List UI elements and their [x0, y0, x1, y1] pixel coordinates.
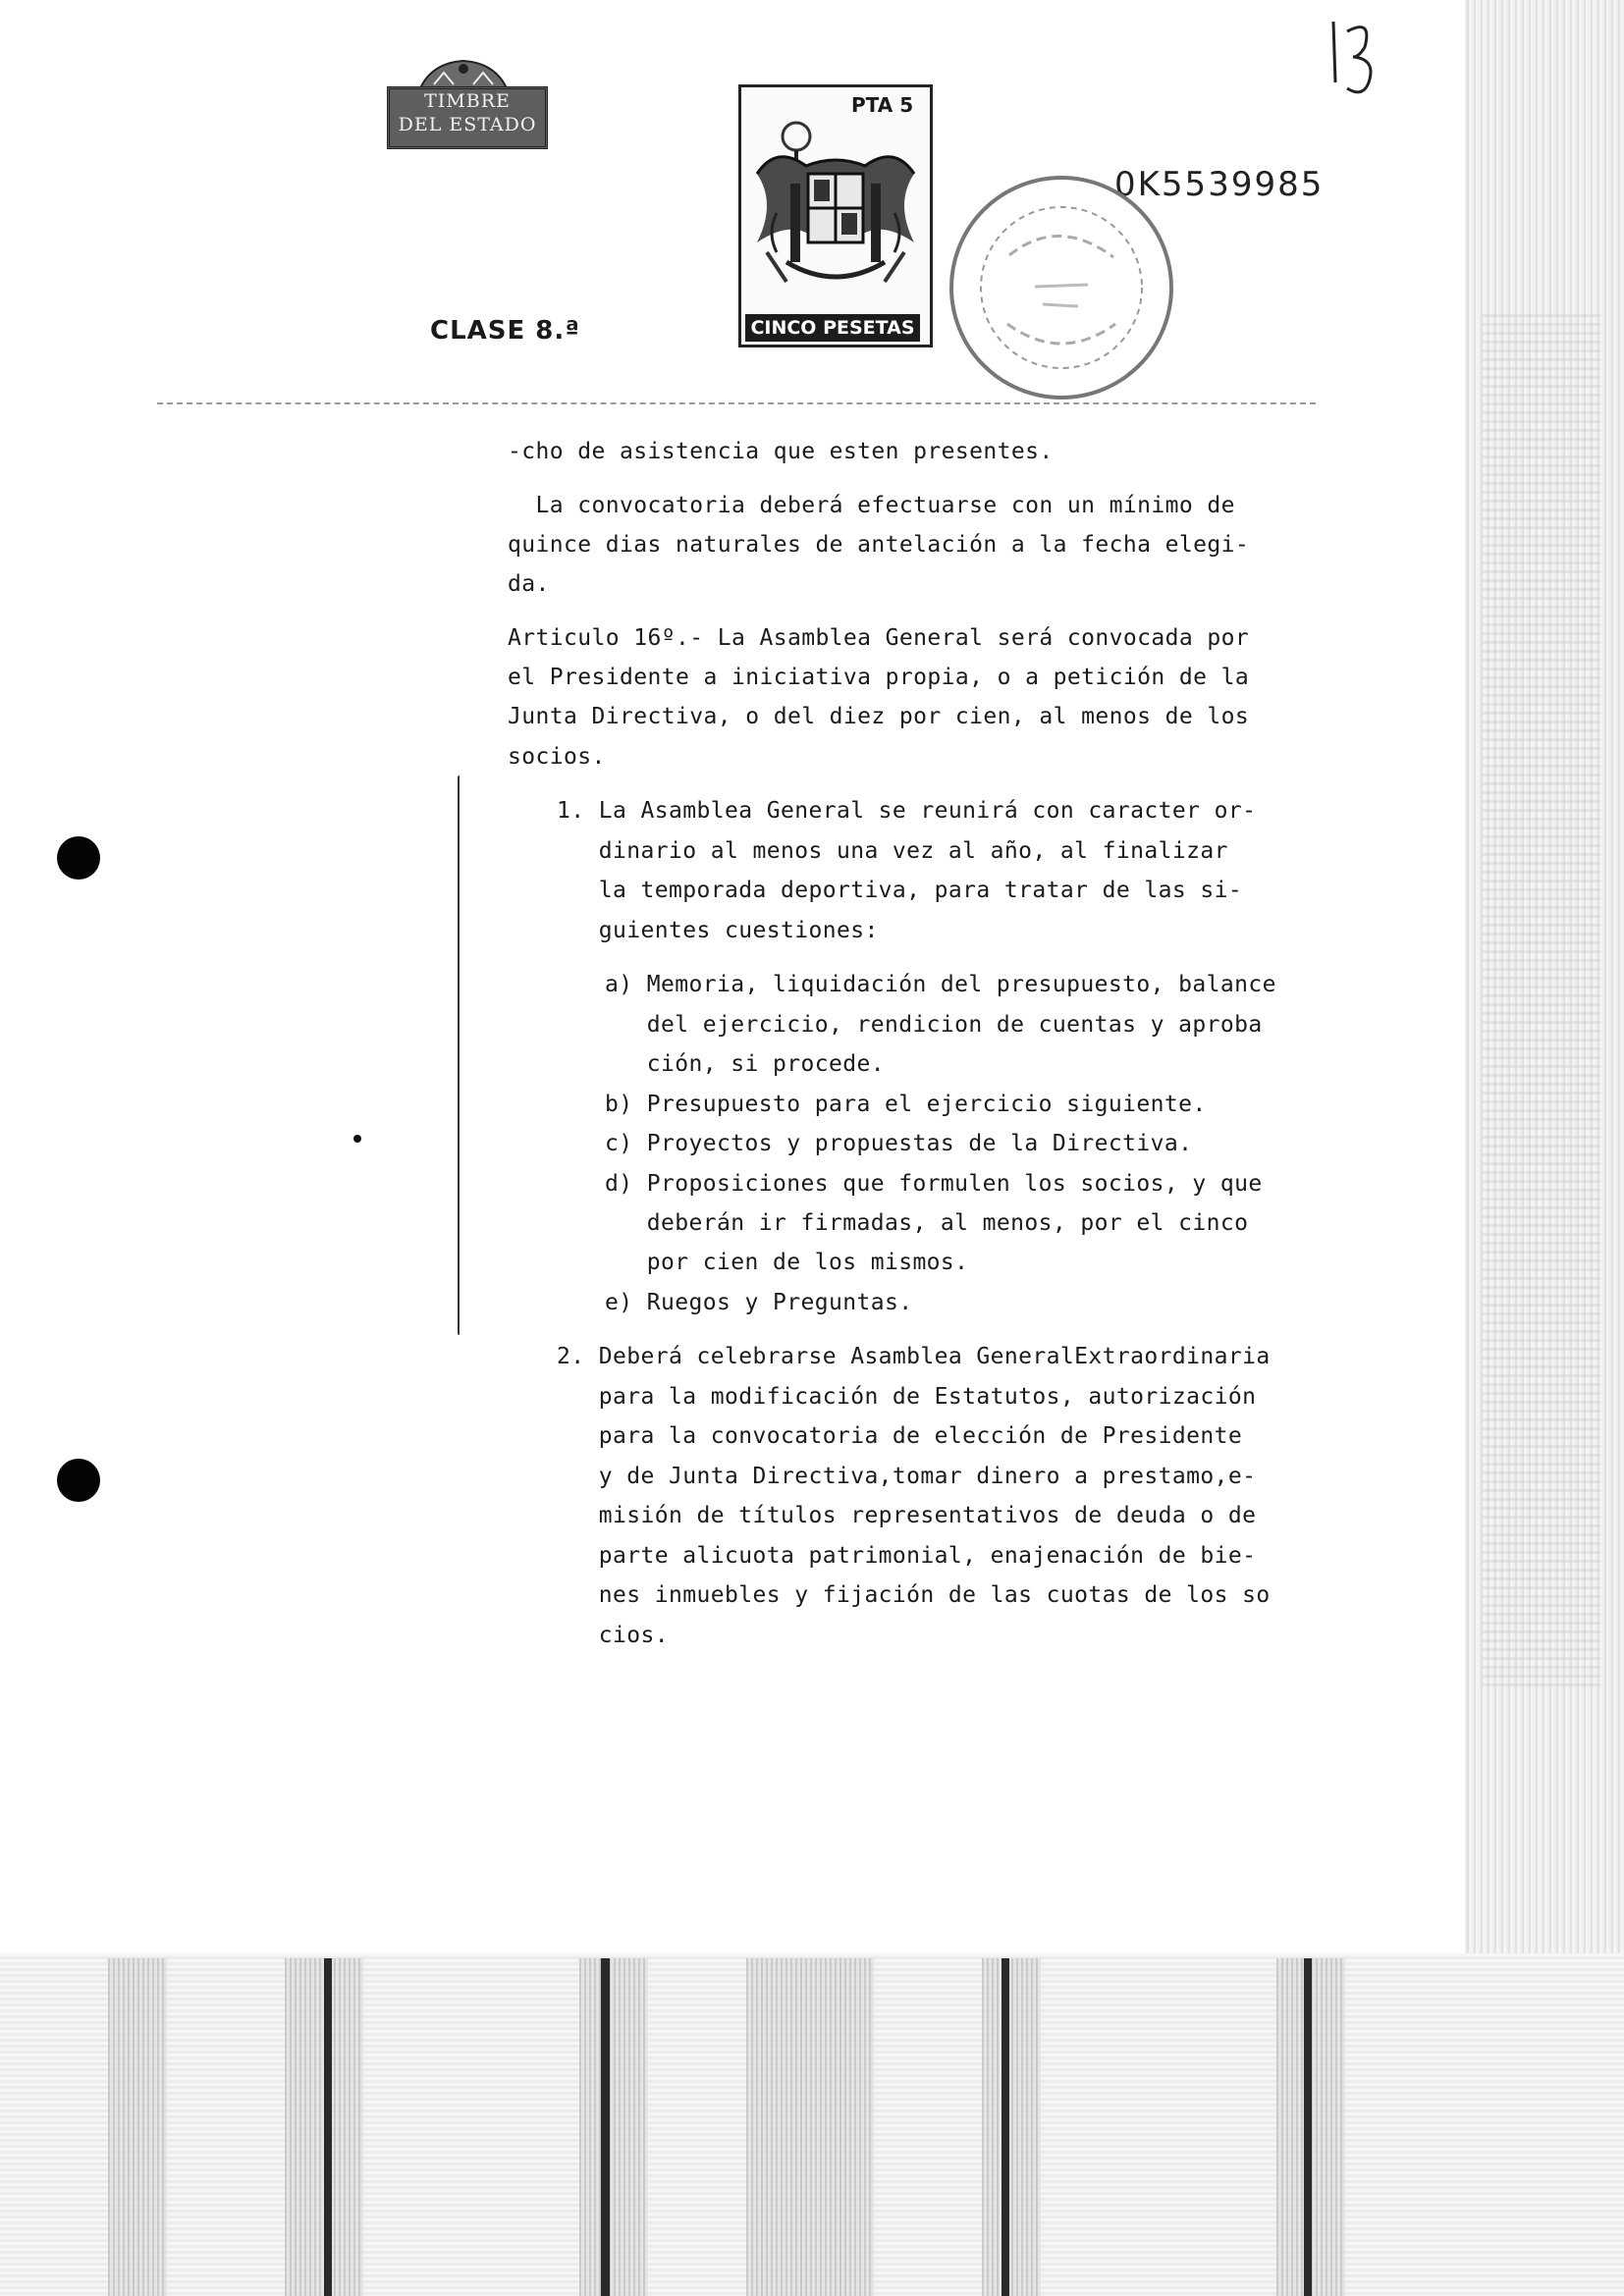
page-number-handwritten	[1324, 14, 1382, 102]
list-item: b) Presupuesto para el ejercicio siguiente.	[605, 1092, 1207, 1117]
list-item: para la modificación de Estatutos, autorización	[557, 1384, 1257, 1410]
list-item: e) Ruegos y Preguntas.	[605, 1290, 913, 1315]
punch-hole	[57, 836, 100, 880]
margin-mark	[353, 1135, 361, 1143]
text-line: da.	[508, 571, 550, 597]
list-item: cios.	[557, 1623, 669, 1648]
text-line: -cho de asistencia que esten presentes.	[508, 439, 1054, 464]
list-item: misión de títulos representativos de deuda o de	[557, 1503, 1257, 1528]
timbre-del-estado-stamp	[387, 86, 548, 149]
list-item: nes inmuebles y fijación de las cuotas de los so	[557, 1582, 1271, 1608]
list-item: parte alicuota patrimonial, enajenación de bie-	[557, 1543, 1257, 1569]
list-item: guientes cuestiones:	[557, 918, 879, 943]
scan-artifact	[1304, 1958, 1312, 2296]
punch-hole	[57, 1459, 100, 1502]
scan-artifact	[1001, 1958, 1009, 2296]
stamp-value: PTA 5	[851, 93, 914, 117]
stamp-footer: CINCO PESETAS	[745, 314, 920, 342]
scan-artifact	[579, 1958, 648, 2296]
list-item: d) Proposiciones que formulen los socios, y que	[605, 1171, 1263, 1197]
list-item: del ejercicio, rendicion de cuentas y aproba	[605, 1012, 1263, 1038]
header-divider	[157, 402, 1316, 404]
list-item: c) Proyectos y propuestas de la Directiva.	[605, 1131, 1193, 1156]
margin-bracket	[458, 775, 460, 1335]
list-item: la temporada deportiva, para tratar de las si-	[557, 878, 1243, 903]
list-item: por cien de los mismos.	[605, 1250, 969, 1275]
text-line: socios.	[508, 744, 606, 770]
list-item: deberán ir firmadas, al menos, por el cinco	[605, 1210, 1249, 1236]
list-item: ción, si procede.	[605, 1051, 885, 1077]
revenue-stamp	[738, 84, 933, 347]
list-item: 1. La Asamblea General se reunirá con caracter or-	[557, 798, 1257, 824]
scan-artifact	[982, 1958, 1041, 2296]
round-seal-stamp	[941, 167, 1182, 408]
timbre-line2: DEL ESTADO	[398, 114, 537, 135]
list-item: a) Memoria, liquidación del presupuesto, balance	[605, 972, 1276, 997]
text-line: La convocatoria deberá efectuarse con un mínimo de	[508, 493, 1235, 518]
list-item: dinario al menos una vez al año, al finalizar	[557, 838, 1228, 864]
text-line: Junta Directiva, o del diez por cien, al menos de los	[508, 704, 1250, 729]
scan-artifact	[601, 1958, 610, 2296]
text-line: Articulo 16º.- La Asamblea General será convocada por	[508, 625, 1250, 651]
coat-of-arms-icon	[747, 115, 924, 307]
crown-icon	[412, 57, 514, 90]
timbre-line1: TIMBRE	[424, 90, 511, 112]
scan-artifact	[108, 1958, 167, 2296]
list-item: para la convocatoria de elección de Presidente	[557, 1423, 1243, 1449]
clase-label: CLASE 8.ª	[430, 316, 580, 346]
text-line: quince dias naturales de antelación a la fecha elegi-	[508, 532, 1250, 558]
scan-artifact	[324, 1958, 332, 2296]
scan-edge-texture	[1483, 314, 1600, 1688]
list-item: 2. Deberá celebrarse Asamblea GeneralExtraordinaria	[557, 1344, 1271, 1369]
text-line: el Presidente a iniciativa propia, o a petición de la	[508, 665, 1250, 690]
serial-number: 0K5539985	[1114, 165, 1325, 204]
scan-artifact	[746, 1958, 874, 2296]
list-item: y de Junta Directiva,tomar dinero a prestamo,e-	[557, 1464, 1257, 1489]
